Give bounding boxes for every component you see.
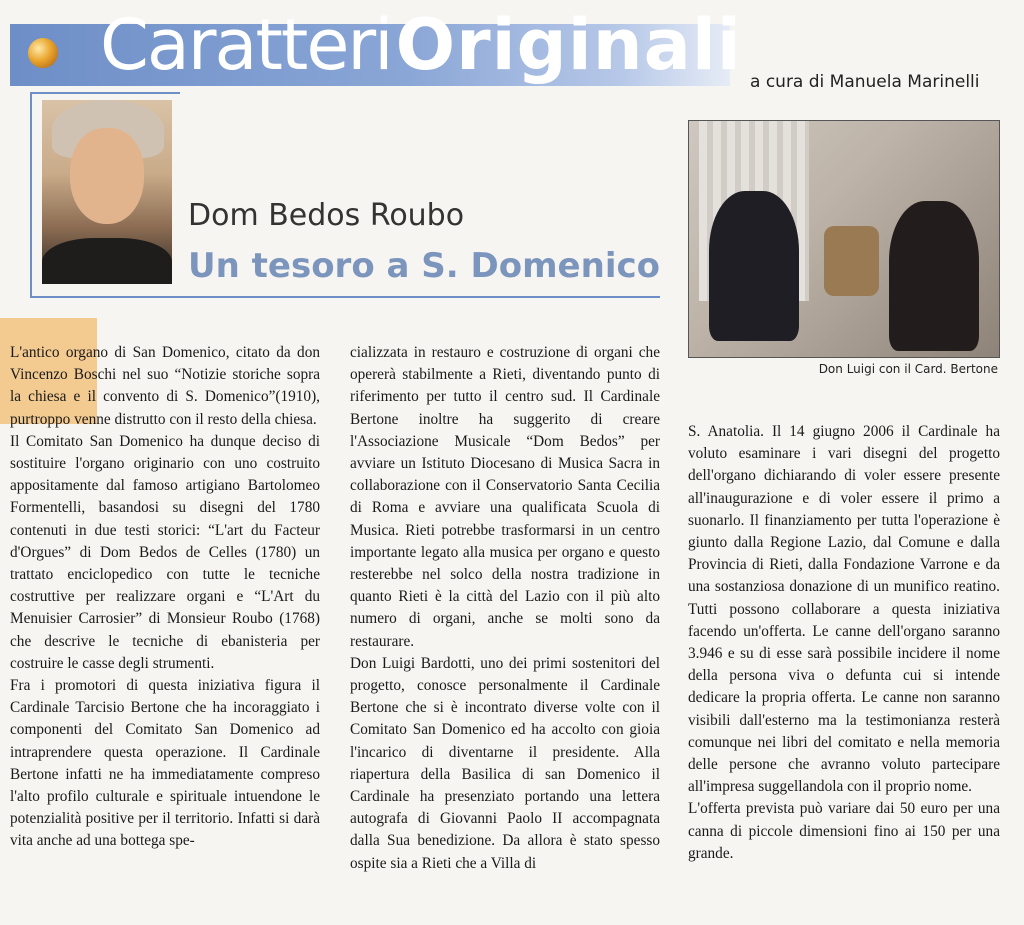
gold-sphere-icon [28, 38, 58, 68]
article-title: Dom Bedos Roubo [188, 198, 465, 233]
article-column-2 [350, 342, 660, 875]
paragraph: L'antico organo di San Domenico, citato da don Vincenzo Boschi nel suo “Notizie storiche sopra la chiesa e il convento di S. Domenico”(1910), purtroppo venne distrutto con il resto della chiesa. [10, 344, 320, 428]
column-title [100, 4, 742, 86]
article-column-1 [10, 342, 320, 853]
article-photo [688, 120, 1000, 358]
column-title-part2: Originali [395, 4, 742, 86]
frame-line-left [30, 92, 32, 298]
article-column-3 [688, 421, 1000, 865]
paragraph: Don Luigi Bardotti, uno dei primi sostenitori del progetto, conosce personalmente il Cardinale Bertone che si è incontrato diverse volte con il Comitato San Domenico ed ha accolto con gioia l'incarico di diventarne il presidente. Alla riapertura della Basilica di san Domenico il Cardinale ha presenziato portando una lettera autografa di Giovanni Paolo II accompagnata dalla Sua benedizione. Da allora è stato spesso ospite sia a Rieti che a Villa di [350, 654, 660, 872]
paragraph: Fra i promotori di questa iniziativa figura il Cardinale Tarcisio Bertone che ha incoraggiato i componenti del Comitato San Domenico ad intraprendere questa operazione. Il Cardinale Bertone infatti ne ha immediatamente compreso l'alto profilo culturale e spirituale intuendone le potenzialità positive per il territorio. Infatti si darà vita anche ad una bottega spe- [10, 677, 320, 850]
photo-caption: Don Luigi con il Card. Bertone [818, 362, 998, 376]
frame-line-bottom [30, 296, 660, 298]
paragraph: cializzata in restauro e costruzione di organi che opererà stabilmente a Rieti, diventando punto di riferimento per tutto il centro sud. Il Cardinale Bertone inoltre ha suggerito di creare l'Associazione Musicale “Dom Bedos” per avviare un Istituto Diocesano di Musica Sacra in collaborazione con il Conservatorio Santa Cecilia di Roma e avviare una qualificata Scuola di Musica. Rieti potrebbe trasformarsi in un centro importante legato alla musica per organo e questo resterebbe nel solco della nostra tradizione in quanto Rieti è la città del Lazio con il più alto numero di organi, anche se molti sono da restaurare. [350, 344, 660, 650]
curator-credit: a cura di Manuela Marinelli [750, 72, 980, 92]
column-title-part1: Caratteri [100, 4, 392, 86]
column-banner [10, 4, 1020, 92]
paragraph: Il Comitato San Domenico ha dunque deciso di sostituire l'organo originario con uno costruito appositamente dal famoso artigiano Bartolomeo Formentelli, basandosi su disegni del 1780 contenuti in due testi storici: “L'art du Facteur d'Orgues” di Dom Bedos de Celles (1780) un trattato enciclopedico con tutte le tecniche costruttive per realizzare organi e “L'Art du Menuisier Carrosier” di Monsieur Roubo (1768) che descrive le tecniche di ebanisteria per costruire le casse degli strumenti. [10, 432, 320, 672]
paragraph: S. Anatolia. Il 14 giugno 2006 il Cardinale ha voluto esaminare i vari disegni del progetto dell'organo dichiarando di voler essere presente all'inaugurazione e di voler essere il primo a suonarlo. Il finanziamento per tutta l'operazione è giunto dalla Regione Lazio, dal Comune e dalla Provincia di Rieti, dalla Fondazione Varrone e da una sostanziosa donazione di un munifico reatino. Tutti possono collaborare a questa iniziativa facendo un'offerta. Le canne dell'organo saranno 3.946 e su di esse sarà possibile incidere il nome della persona viva o defunta cui si intende dedicare la propria offerta. Le canne non saranno visibili dall'esterno ma la testimonianza resterà comunque nei libri del comitato e nella memoria delle persone che avranno voluto partecipare all'impresa suggellandola con il proprio nome. [688, 423, 1000, 796]
author-portrait [42, 100, 172, 284]
frame-line-top [30, 92, 180, 94]
paragraph: L'offerta prevista può variare dai 50 euro per una canna di piccole dimensioni fino ai 150 per una grande. [688, 800, 1000, 862]
article-subtitle: Un tesoro a S. Domenico [188, 246, 660, 286]
